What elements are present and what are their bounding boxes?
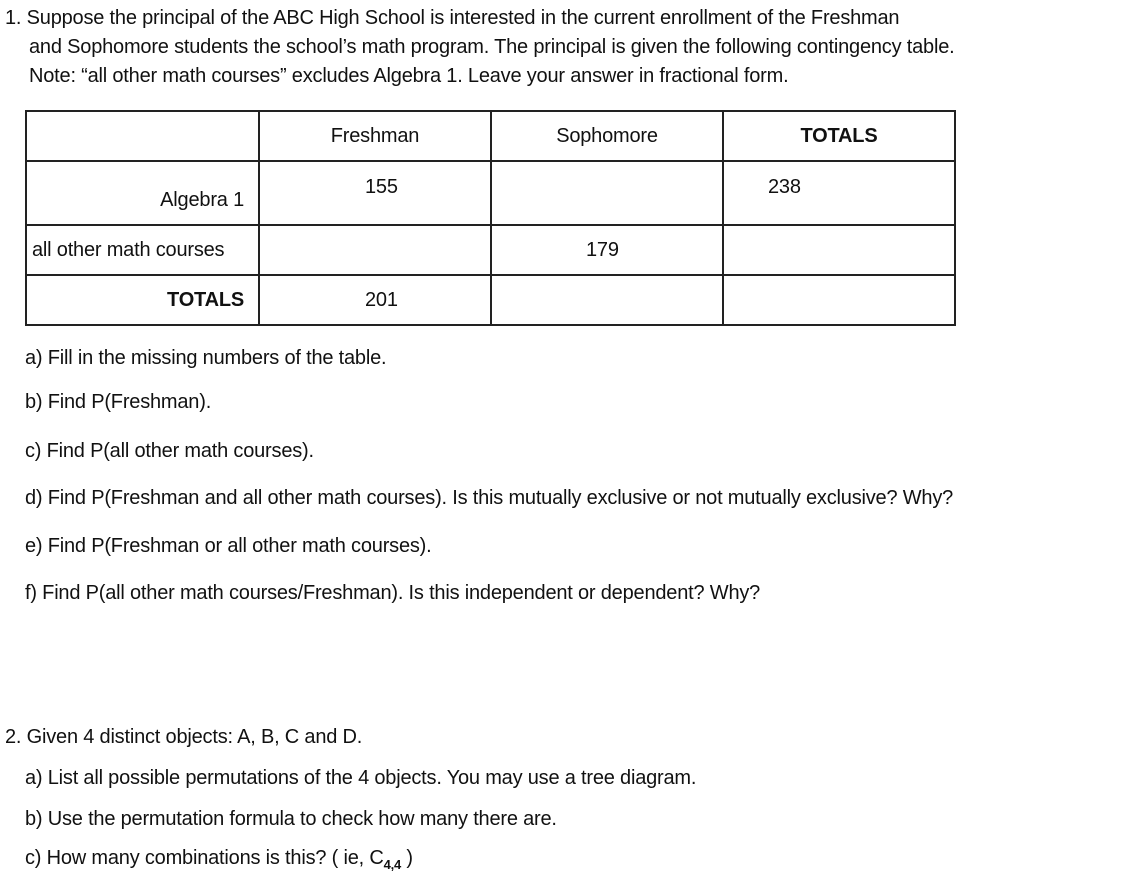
- question-2c-close: ): [401, 847, 413, 869]
- cell-totals-freshman: 201: [259, 275, 491, 325]
- question-2c: [25, 847, 413, 872]
- cell-totals-sophomore: [491, 275, 723, 325]
- problem-1-line-1: 1. Suppose the principal of the ABC High School is interested in the current enrollment of the Freshman: [5, 7, 900, 29]
- table-row: [26, 275, 955, 325]
- cell-other-freshman: [259, 225, 491, 275]
- question-2c-text: c) How many combinations is this? ( ie, C: [25, 847, 384, 869]
- cell-algebra-1-totals: 238: [723, 161, 955, 225]
- question-1b: b) Find P(Freshman).: [25, 391, 212, 413]
- header-freshman: Freshman: [259, 111, 491, 161]
- question-1f: f) Find P(all other math courses/Freshman). Is this independent or dependent? Why?: [25, 582, 761, 604]
- row-label-totals: TOTALS: [26, 275, 259, 325]
- question-1d: d) Find P(Freshman and all other math courses). Is this mutually exclusive or not mutually exclusive? Why?: [25, 487, 954, 509]
- header-corner-cell: [26, 111, 259, 161]
- header-sophomore: Sophomore: [491, 111, 723, 161]
- cell-totals-totals: [723, 275, 955, 325]
- problem-1-line-3: Note: “all other math courses” excludes Algebra 1. Leave your answer in fractional form.: [29, 65, 789, 87]
- question-2b: b) Use the permutation formula to check how many there are.: [25, 808, 557, 830]
- table-row: [26, 161, 955, 225]
- problem-1-line-2: and Sophomore students the school’s math program. The principal is given the following contingency table.: [29, 36, 955, 58]
- table-header-row: [26, 111, 955, 161]
- cell-other-sophomore: 179: [491, 225, 723, 275]
- contingency-table: [25, 110, 956, 326]
- cell-other-totals: [723, 225, 955, 275]
- cell-algebra-1-freshman: 155: [259, 161, 491, 225]
- question-1e: e) Find P(Freshman or all other math courses).: [25, 535, 432, 557]
- combination-subscript: 4,4: [383, 857, 402, 872]
- cell-algebra-1-sophomore: [491, 161, 723, 225]
- problem-1-statement: [5, 4, 955, 91]
- question-2a: a) List all possible permutations of the 4 objects. You may use a tree diagram.: [25, 767, 697, 789]
- question-1a: a) Fill in the missing numbers of the table.: [25, 347, 387, 369]
- problem-2-heading: 2. Given 4 distinct objects: A, B, C and D.: [5, 726, 363, 748]
- row-label-other-courses: all other math courses: [26, 225, 259, 275]
- row-label-algebra-1: Algebra 1: [26, 161, 259, 225]
- question-1c: c) Find P(all other math courses).: [25, 440, 314, 462]
- header-totals: TOTALS: [723, 111, 955, 161]
- table-row: [26, 225, 955, 275]
